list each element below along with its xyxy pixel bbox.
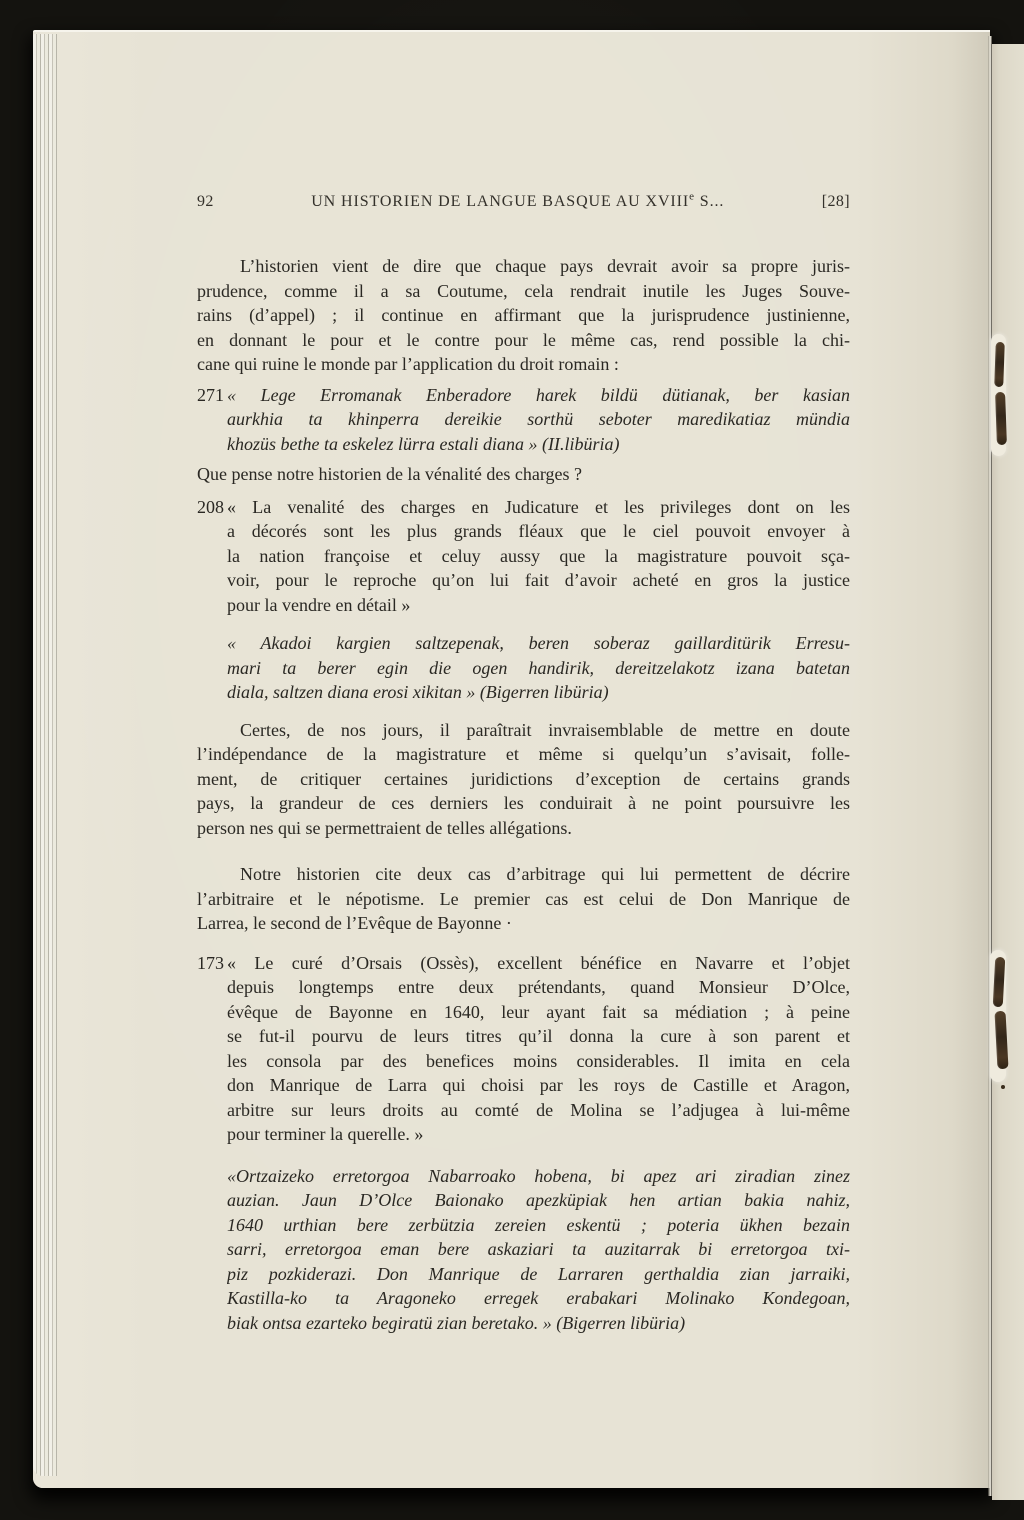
quote-number: 271 [197, 384, 224, 405]
text-line: l’arbitraire et le népotisme. Le premier cas est celui de Don Manrique de [197, 888, 850, 909]
ink-speck [1001, 1085, 1005, 1089]
text-line: person nes qui se permettraient de telles allégations. [197, 817, 572, 838]
text-line: Certes, de nos jours, il paraîtrait invraisemblable de mettre en doute [240, 719, 850, 740]
text-line: prudence, comme il a sa Coutume, cela rendrait inutile les Juges Souve- [197, 280, 850, 301]
text-line: la nation françoise et celuy aussy que la magistrature pouvoit sça- [227, 545, 850, 566]
text-line: cane qui ruine le monde par l’application du droit romain : [197, 354, 619, 374]
running-head [197, 192, 850, 212]
text-line: Kastilla-ko ta Aragoneko erregek erabakari Molinako Kondegoan, [227, 1288, 850, 1308]
paragraph-block [197, 862, 850, 936]
text-line: mari ta berer egin die ogen handirik, dereitzelakotz izana batetan [227, 657, 850, 678]
text-line: aurkhia ta khinperra dereikie sorthü seboter maredikatiaz mündia [227, 409, 850, 429]
text-line: sarri, erretorgoa eman bere askaziari ta auzitarrak bi erretorgoa txi- [227, 1239, 850, 1259]
running-title-superscript: e [689, 190, 695, 203]
running-title [311, 192, 724, 212]
quote-number: 208 [197, 496, 224, 517]
paragraph-block [197, 718, 850, 841]
text-line: « Akadoi kargien saltzepenak, beren soberaz gaillarditürik Erresu- [227, 633, 850, 653]
binding-thread-mark [995, 392, 1007, 445]
text-line: les consola par des benefices moins considerables. Il imita en cela [227, 1050, 850, 1071]
paragraph-block [197, 1164, 850, 1336]
text-line: diala, saltzen diana erosi xikitan » (Bigerren libüria) [227, 682, 609, 702]
numbered-quote-block [197, 951, 850, 1147]
book-page [33, 30, 990, 1488]
text-line: a décorés sont les plus grands fléaux que le ciel pouvoit envoyer à [227, 521, 850, 541]
issue-number: [28] [821, 193, 850, 210]
running-title-main: UN HISTORIEN DE LANGUE BASQUE AU XVIII [311, 193, 690, 210]
text-line: L’historien vient de dire que chaque pays devrait avoir sa propre juris- [240, 256, 850, 276]
numbered-quote-block [197, 383, 850, 457]
paragraph-block [197, 254, 850, 377]
text-line: ment, de critiquer certaines juridictions d’exception de certains grands [197, 768, 850, 789]
text-line: don Manrique de Larra qui choisi par les roys de Castille et Aragon, [227, 1075, 850, 1095]
text-line: pour la vendre en détail » [227, 594, 411, 615]
text-line: 1640 urthian bere zerbützia zereien eskentü ; poteria ükhen bezain [227, 1214, 850, 1235]
text-line: depuis longtemps entre deux prétendants, quand Monsieur D’Olce, [227, 977, 850, 997]
text-line: arbitre sur leurs droits au comté de Molina se l’adjugea à lui-même [227, 1099, 850, 1120]
text-line: Larrea, le second de l’Evêque de Bayonne · [197, 913, 512, 933]
running-title-tail: S... [694, 193, 725, 210]
text-line: auzian. Jaun D’Olce Baionako apezküpiak hen artian bakia nahiz, [227, 1190, 850, 1210]
text-line: khozüs bethe ta eskelez lürra estali diana » (II.libüria) [227, 433, 620, 454]
page-number: 92 [197, 193, 214, 210]
text-line: rains (d’appel) ; il continue en affirmant que la jurisprudence justinienne, [197, 305, 850, 325]
text-line: pays, la grandeur de ces derniers les conduirait à ne point poursuivre les [197, 793, 850, 813]
binding-thread-mark [994, 342, 1005, 387]
text-line: piz pozkiderazi. Don Manrique de Larraren gerthaldia zian jarraiki, [227, 1263, 850, 1284]
text-line: se fut-il pourvu de leurs titres qu’il donna la cure à son parent et [227, 1026, 850, 1046]
text-line: «Ortzaizeko erretorgoa Nabarroako hobena, bi apez ari ziradian zinez [227, 1165, 850, 1186]
text-line: Que pense notre historien de la vénalité des charges ? [197, 464, 583, 484]
quote-number: 173 [197, 952, 224, 973]
paragraph-block [197, 631, 850, 705]
text-line: biak ontsa ezarteko begiratü zian beretako. » (Bigerren libüria) [227, 1312, 686, 1333]
text-line: Notre historien cite deux cas d’arbitrage qui lui permettent de décrire [240, 864, 850, 884]
text-line: « Le curé d’Orsais (Ossès), excellent bénéfice en Navarre et l’objet [227, 952, 850, 973]
text-line: en donnant le pour et le contre pour le même cas, rend possible la chi- [197, 329, 850, 350]
text-line: « La venalité des charges en Judicature et les privileges dont on les [227, 496, 850, 517]
text-column [197, 192, 850, 1335]
text-line: l’indépendance de la magistrature et même si quelqu’un s’avisait, folle- [197, 744, 850, 764]
facing-page-sliver [992, 44, 1024, 1500]
text-blocks [197, 254, 850, 1335]
numbered-quote-block [197, 495, 850, 618]
text-line: évêque de Bayonne en 1640, leur ayant fait sa médiation ; à peine [227, 1001, 850, 1022]
paragraph-block [197, 462, 850, 487]
page-edge-stack [33, 34, 57, 1476]
text-line: « Lege Erromanak Enberadore harek bildü dütianak, ber kasian [227, 384, 850, 405]
text-line: pour terminer la querelle. » [227, 1124, 424, 1144]
text-line: voir, pour le reproche qu’on lui fait d’avoir acheté en gros la justice [227, 570, 850, 590]
